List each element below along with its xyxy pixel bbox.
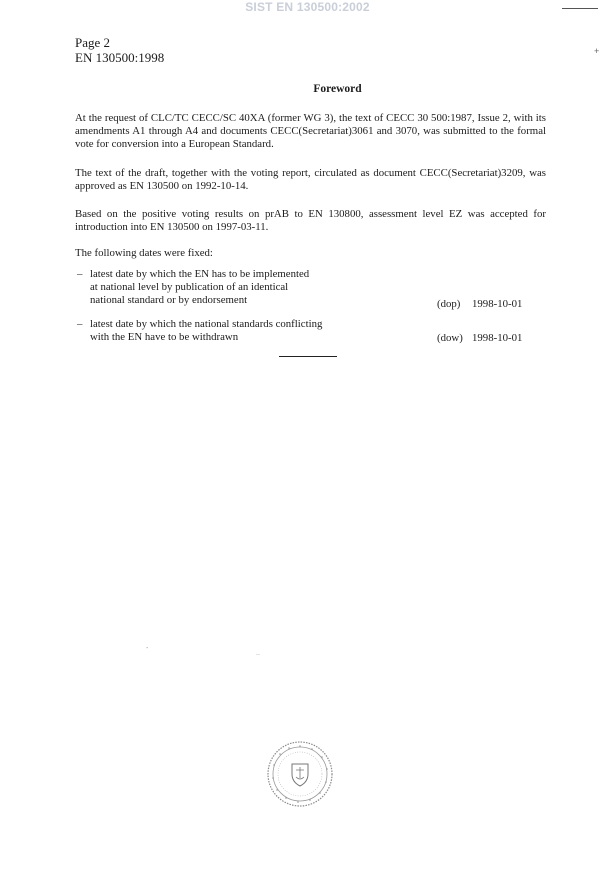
date-code: (dop) [437,298,461,310]
date-item-line: with the EN have to be withdrawn [90,331,239,343]
dash-bullet: – [77,318,83,330]
standard-number: EN 130500:1998 [75,50,165,65]
dash-bullet: – [77,268,83,280]
dates-intro: The following dates were fixed: [75,247,213,259]
section-title: Foreword [313,83,362,95]
watermark: SIST EN 130500:2002 [245,0,370,14]
scan-speck: .. [256,650,260,657]
foreword-paragraph-1: At the request of CLC/TC CECC/SC 40XA (former WG 3), the text of CECC 30 500:1987, Issue 2, with its amendments A1 through A4 and documents CECC(Secretariat)3061 and 3070, was submitted to the formal vote for conversion into a European Standard. [75,112,546,150]
date-value: 1998-10-01 [472,332,523,344]
date-item-dow [75,318,555,346]
page-number: Page 2 [75,35,111,50]
date-item-line: latest date by which the EN has to be implemented [90,268,310,280]
date-item-line: at national level by publication of an identical [90,281,289,293]
corner-rule [562,8,598,9]
date-item-line: national standard or by endorsement [90,294,248,306]
foreword-paragraph-2: The text of the draft, together with the voting report, circulated as document CECC(Secretariat)3209, was approved as EN 130500 on 1992-10-14. [75,167,546,192]
date-item-text [90,318,430,344]
date-item-line: latest date by which the national standards conflicting [90,318,323,330]
date-item-dop [75,268,555,310]
official-stamp-icon [266,740,334,808]
end-rule [279,356,337,357]
date-code: (dow) [437,332,463,344]
date-value: 1998-10-01 [472,298,523,310]
page-header [75,35,164,65]
margin-mark: + [594,46,600,56]
scan-speck: - [146,645,149,652]
date-item-text [90,268,430,307]
foreword-paragraph-3: Based on the positive voting results on prAB to EN 130800, assessment level EZ was accepted for introduction into EN 130500 on 1997-03-11. [75,208,546,233]
